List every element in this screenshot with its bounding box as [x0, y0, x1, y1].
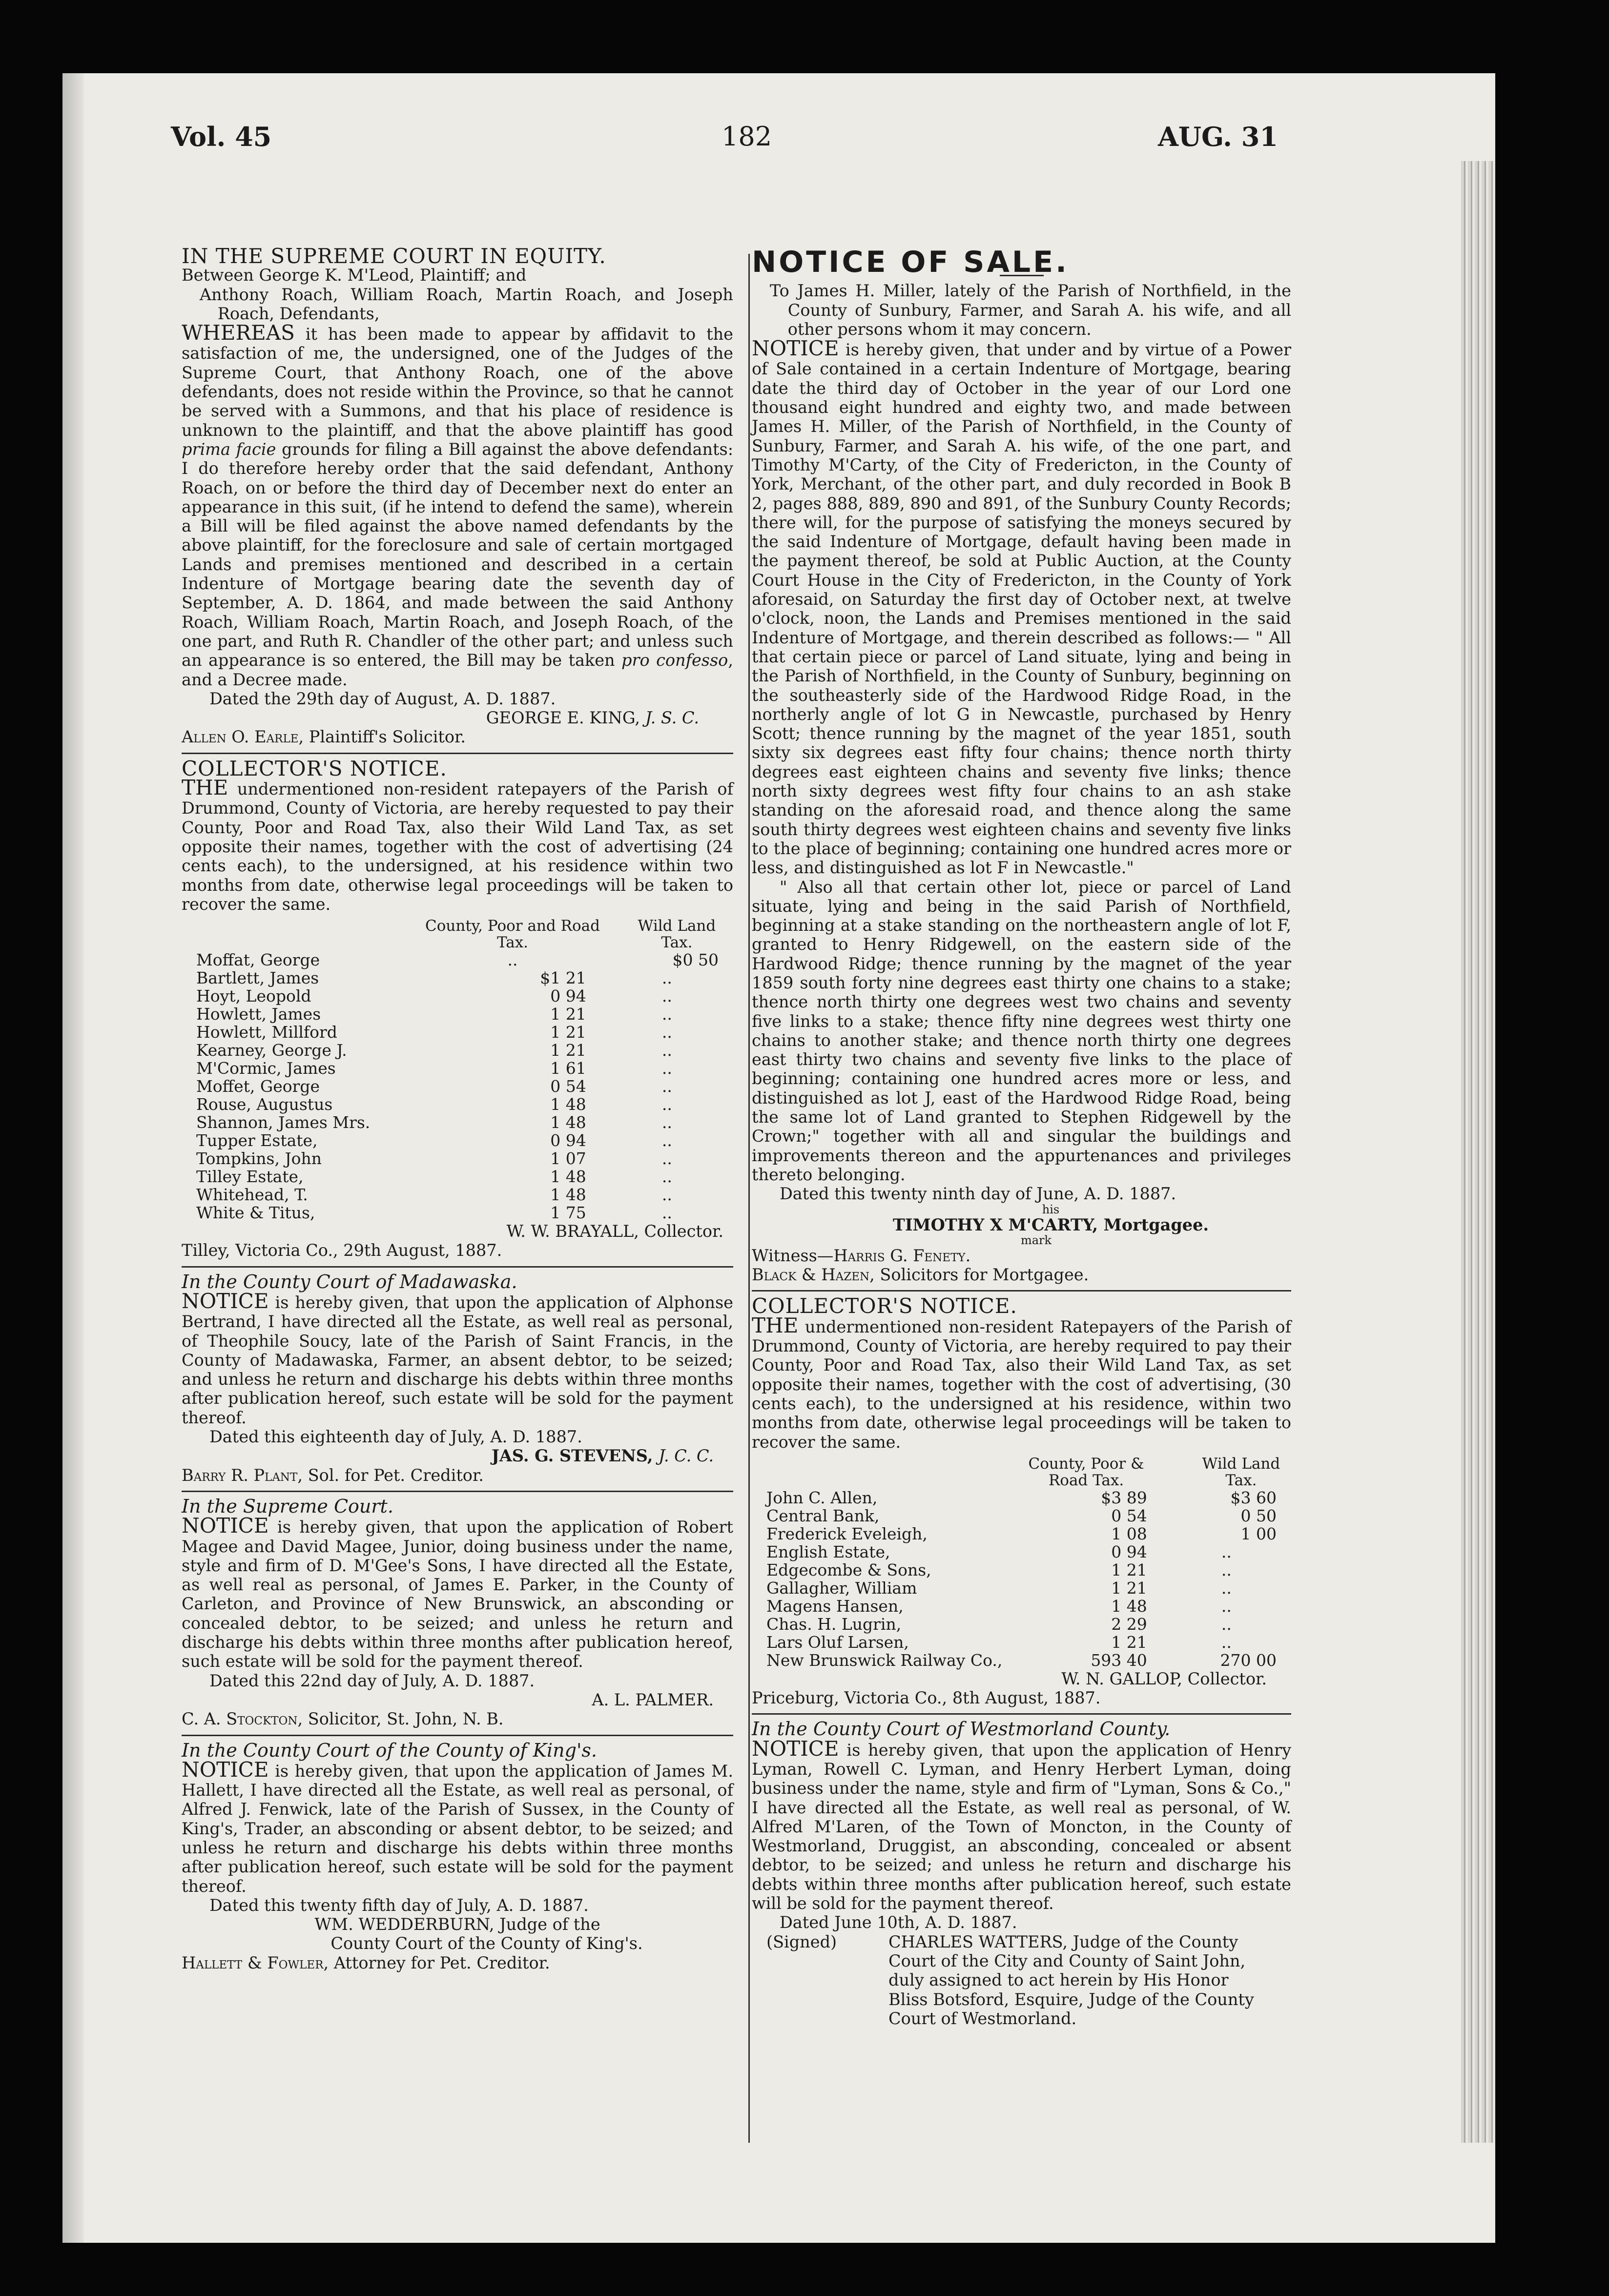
equity-defendants: Anthony Roach, William Roach, Martin Roach, and Joseph Roach, Defendants, [199, 285, 733, 323]
equity-signer: GEORGE E. KING, J. S. C. [486, 708, 699, 728]
road-tax-value: 1 21 [1111, 1632, 1147, 1652]
ratepayers-table [752, 1456, 1291, 1669]
collector-signer: W. W. BRAYALL, Collector. [506, 1222, 723, 1241]
table-row [752, 1561, 1291, 1579]
ratepayer-name: Kearney, George J. [196, 1041, 347, 1060]
sale-solicitors: Black & Hazen, Solicitors for Mortgagee. [752, 1265, 1089, 1285]
ratepayer-name: Bartlett, James [196, 968, 319, 988]
ratepayer-name: Whitehead, T. [196, 1185, 308, 1205]
sale-dated: Dated this twenty ninth day of June, A. D. 1887. [779, 1184, 1176, 1204]
wild-land-tax-value: .. [661, 1077, 672, 1096]
madawaska-dated: Dated this eighteenth day of July, A. D. 1887. [209, 1427, 582, 1447]
ratepayer-name: Moffat, George [196, 950, 320, 970]
road-tax-value: 0 54 [1111, 1506, 1147, 1525]
ratepayer-name: Moffet, George [196, 1077, 320, 1096]
right-column [752, 245, 1291, 2028]
section-rule [182, 753, 733, 754]
westmorland-title: In the County Court of Westmorland County. [752, 1718, 1171, 1740]
column-header: County, Poor and Road Tax. [425, 917, 600, 952]
table-row [752, 1525, 1291, 1543]
supreme-signer: A. L. PALMER. [592, 1690, 714, 1709]
sale-his: his [1042, 1202, 1060, 1216]
madawaska-title: In the County Court of Madawaska. [182, 1271, 517, 1292]
wild-land-tax-value: 270 00 [1220, 1650, 1277, 1670]
table-row [182, 1186, 733, 1204]
table-row [182, 1149, 733, 1168]
section-rule [752, 1290, 1291, 1292]
ratepayer-name: Gallagher, William [766, 1578, 917, 1598]
signed-label: (Signed) [766, 1932, 837, 1951]
table-row [182, 1204, 733, 1222]
sale-addressee: To James H. Miller, lately of the Parish of Northfield, in the County of Sunbury, Farmer, and Sarah A. his wife, and all other persons whom it may concern. [769, 281, 1291, 339]
equity-title: IN THE SUPREME COURT IN EQUITY. [182, 244, 606, 268]
wild-land-tax-value: $0 50 [672, 950, 719, 970]
collector-body: THE undermentioned non-resident ratepayers of the Parish of Drummond, County of Victoria, are hereby requested to pay their County, Poor and Road Tax, also their Wild Land Tax, as set opposite their names, together with the cost of advertising (24 cents each), to the undersigned, at his residence within two months from date, otherwise legal proceedings will be taken to recover the same. [182, 776, 733, 914]
ratepayer-name: Frederick Eveleigh, [766, 1524, 928, 1543]
table-row [752, 1615, 1291, 1633]
equity-between: Between George K. M'Leod, Plaintiff; and [182, 266, 527, 285]
road-tax-value: 1 21 [550, 1023, 586, 1042]
road-tax-value: 2 29 [1111, 1614, 1147, 1634]
table-row [182, 969, 733, 987]
column-divider [748, 254, 750, 2143]
supreme-title: In the Supreme Court. [182, 1495, 393, 1517]
road-tax-value: 1 21 [550, 1041, 586, 1060]
wild-land-tax-value: 1 00 [1240, 1524, 1277, 1543]
kings-body: NOTICE is hereby given, that upon the application of James M. Hallett, I have directed all the Estate, as well real as personal, of Alfred J. Fenwick, late of the Parish of Sussex, in the County of King's, Trader, an absconding or absent debtor, to be seized; and unless he return and discharge his debts within three months after publication hereof, such estate will be sold for the payment thereof. [182, 1757, 733, 1896]
whereas-word: WHEREAS [182, 321, 295, 345]
road-tax-value: $1 21 [540, 968, 586, 988]
ratepayer-name: Tompkins, John [196, 1149, 322, 1168]
ratepayer-name: Chas. H. Lugrin, [766, 1614, 902, 1634]
section-rule [182, 1491, 733, 1492]
table-row [752, 1597, 1291, 1615]
left-column [182, 246, 733, 1972]
wild-land-tax-value: .. [1221, 1578, 1232, 1598]
road-tax-value: 1 48 [550, 1167, 586, 1187]
table-row [182, 1005, 733, 1023]
kings-signer-court: County Court of the County of King's. [330, 1934, 643, 1953]
equity-dated: Dated the 29th day of August, A. D. 1887. [209, 689, 556, 708]
table-row [182, 1077, 733, 1095]
road-tax-value: $3 89 [1101, 1488, 1147, 1507]
wild-land-tax-value: .. [661, 1203, 672, 1223]
road-tax-value: 1 08 [1111, 1524, 1147, 1543]
wild-land-tax-value: .. [661, 1185, 672, 1205]
ratepayer-name: Magens Hansen, [766, 1596, 904, 1616]
ratepayer-name: Lars Oluf Larsen, [766, 1632, 909, 1652]
kings-attorney: Hallett & Fowler, Attorney for Pet. Creditor. [182, 1953, 550, 1972]
road-tax-value: 0 94 [550, 1131, 586, 1150]
ratepayer-name: Shannon, James Mrs. [196, 1113, 371, 1132]
table-row [182, 1131, 733, 1149]
wild-land-tax-value: .. [661, 968, 672, 988]
ratepayer-rows [182, 951, 733, 1222]
road-tax-value: 0 94 [1111, 1542, 1147, 1561]
table-row [752, 1507, 1291, 1525]
issue-date: AUG. 31 [1158, 121, 1278, 152]
table-row [752, 1651, 1291, 1669]
column-header: County, Poor & Road Tax. [1028, 1455, 1144, 1489]
madawaska-body: NOTICE is hereby given, that upon the application of Alphonse Bertrand, I have directed all the Estate, as well real as personal, of Theophile Soucy, late of the Parish of Saint Francis, in the County of Madawaska, Farmer, an absent debtor, to be seized; and unless he return and discharge his debts within three months after publication hereof, such estate will be sold for the payment thereof. [182, 1289, 733, 1427]
sale-signer: TIMOTHY X M'CARTY, Mortgagee. [892, 1215, 1209, 1234]
ratepayer-name: White & Titus, [196, 1203, 315, 1223]
kings-notice [182, 1741, 733, 1973]
table-row [182, 1041, 733, 1059]
road-tax-value: 0 94 [550, 986, 586, 1006]
collector-body: THE undermentioned non-resident Ratepayers of the Parish of Drummond, County of Victoria, are hereby required to pay their County, Poor and Road Tax, also their Wild Land Tax, as set opposite their names, together with the cost of advertising, (30 cents each), to the undersigned at his residence, within two months from date, otherwise legal proceedings will be taken to recover the same. [752, 1313, 1291, 1452]
table-row [182, 987, 733, 1005]
road-tax-value: 1 07 [550, 1149, 586, 1168]
westmorland-signature [752, 1932, 1291, 2028]
sale-witness: Witness—Harris G. Fenety. [752, 1246, 971, 1265]
collector-place: Priceburg, Victoria Co., 8th August, 1887. [752, 1688, 1101, 1708]
road-tax-value: 1 21 [1111, 1578, 1147, 1598]
wild-land-tax-value: .. [661, 1149, 672, 1168]
ratepayer-name: Hoyt, Leopold [196, 986, 311, 1006]
sale-title: NOTICE OF SALE. [752, 245, 1069, 279]
ratepayer-name: Howlett, James [196, 1004, 321, 1024]
equity-notice [182, 246, 733, 747]
westmorland-dated: Dated June 10th, A. D. 1887. [779, 1913, 1017, 1932]
road-tax-value: 1 48 [550, 1185, 586, 1205]
wild-land-tax-value: .. [661, 1059, 672, 1078]
sale-mark: mark [1020, 1233, 1052, 1247]
ratepayer-name: Central Bank, [766, 1506, 880, 1525]
table-row [752, 1489, 1291, 1507]
ratepayers-table [182, 918, 733, 1222]
binding-spine [62, 73, 84, 2243]
column-header: Wild Land Tax. [638, 917, 716, 952]
wild-land-tax-value: .. [1221, 1560, 1232, 1579]
table-row [182, 951, 733, 969]
collector-title: COLLECTOR'S NOTICE. [752, 1294, 1017, 1318]
wild-land-tax-value: $3 60 [1230, 1488, 1277, 1507]
madawaska-notice [182, 1272, 733, 1485]
supreme-dated: Dated this 22nd day of July, A. D. 1887. [209, 1671, 535, 1690]
table-row [182, 1059, 733, 1077]
page-number: 182 [722, 121, 772, 152]
sale-body-second-lot: " Also all that certain other lot, piece or parcel of Land situate, lying and being in the said Parish of Northfield, beginning at a stake standing on the northeastern angle of lot F, granted to Henry Ridgewell, on the eastern side of the Hardwood Ridge; thence running by the magnet of the year 1859 south forty nine degrees east thirty one chains to a stake; thence north thirty one degrees west two chains and seventy five links to a stake; thence fifty nine degrees west thirty one chains to another stake; and thence north thirty one degrees east thirty two chains and seventy five links to the place of beginning; containing one hundred acres more or less, and distinguished as lot J, east of the Hardwood Ridge Road, being the same lot of Land granted to Stephen Ridgewell by the Crown;" together with all and singular the buildings and improvements thereon and the appurtenances and privileges thereto belonging. [752, 877, 1291, 1184]
table-row [752, 1543, 1291, 1561]
wild-land-tax-value: .. [661, 1041, 672, 1060]
ratepayer-name: New Brunswick Railway Co., [766, 1650, 1003, 1670]
collector-notice-left [182, 756, 733, 1260]
ratepayer-name: Edgecombe & Sons, [766, 1560, 931, 1579]
road-tax-value: 593 40 [1091, 1650, 1147, 1670]
road-tax-value: 1 21 [550, 1004, 586, 1024]
ratepayer-name: English Estate, [766, 1542, 890, 1561]
equity-solicitor: Allen O. Earle, Plaintiff's Solicitor. [182, 727, 466, 747]
table-row [752, 1579, 1291, 1597]
section-rule [182, 1735, 733, 1736]
sale-notice [752, 245, 1291, 1285]
volume-number: Vol. 45 [171, 121, 272, 152]
column-header: Wild Land Tax. [1202, 1455, 1280, 1489]
wild-land-tax-value: .. [1221, 1632, 1232, 1652]
road-tax-value: 1 21 [1111, 1560, 1147, 1579]
ratepayer-rows [752, 1489, 1291, 1669]
road-tax-value: 1 48 [1111, 1596, 1147, 1616]
ratepayer-name: Tupper Estate, [196, 1131, 318, 1150]
road-tax-value: 1 48 [550, 1113, 586, 1132]
wild-land-tax-value: .. [661, 986, 672, 1006]
wild-land-tax-value: .. [1221, 1596, 1232, 1616]
ratepayer-name: M'Cormic, James [196, 1059, 336, 1078]
table-row [182, 1095, 733, 1113]
supreme-notice [182, 1497, 733, 1729]
ratepayer-name: Rouse, Augustus [196, 1095, 333, 1114]
table-row [182, 1113, 733, 1131]
wild-land-tax-value: .. [661, 1131, 672, 1150]
sale-body: NOTICE is hereby given, that under and by virtue of a Power of Sale contained in a certain Indenture of Mortgage, bearing date the third day of October in the year of our Lord one thousand eight hundred and eighty two, and made between James H. Miller, of the Parish of Northfield, in the County of Sunbury, Farmer, and Sarah A. his wife, of the one part, and Timothy M'Carty, of the City of Fredericton, in the County of York, Merchant, of the other part, and duly recorded in Book B 2, pages 888, 889, 890 and 891, of the Sunbury County Records; there will, for the purpose of satisfying the moneys secured by the said Indenture of Mortgage, default having been made in the payment thereof, be sold at Public Auction, at the County Court House in the City of Fredericton, in the County of York aforesaid, on Saturday the first day of October next, at twelve o'clock, noon, the Lands and Premises mentioned in the said Indenture of Mortgage, and therein described as follows:— " All that certain piece or parcel of Land situate, lying and being in the Parish of Northfield, in the County of Sunbury, beginning on the southeasterly side of the Hardwood Ridge Road, in the northerly angle of lot G in Newcastle, purchased by Henry Scott; thence running by the magnet of the year 1851, south sixty six degrees east fifty four chains; thence north thirty degrees east eighteen chains and seventy five links; thence north sixty degrees west fifty four chains to an ash stake standing on the aforesaid road, and thence along the same south thirty degrees west eighteen chains and seventy five links to the place of beginning; containing one hundred acres more or less, and distinguished as lot F in Newcastle." [752, 336, 1291, 878]
wild-land-tax-value: .. [661, 1095, 672, 1114]
supreme-solicitor: C. A. Stockton, Solicitor, St. John, N. B. [182, 1709, 504, 1729]
westmorland-signer: CHARLES WATTERS, Judge of the County Court of the City and County of Saint John, duly assigned to act herein by His Honor Bliss Botsford, Esquire, Judge of the County Court of Westmorland. [888, 1932, 1254, 2028]
wild-land-tax-value: .. [661, 1023, 672, 1042]
road-tax-value: 1 48 [550, 1095, 586, 1114]
westmorland-notice [752, 1720, 1291, 2028]
section-rule [182, 1266, 733, 1268]
wild-land-tax-value: .. [661, 1004, 672, 1024]
supreme-body: NOTICE is hereby given, that upon the application of Robert Magee and David Magee, Junior, doing business under the name, style and firm of D. M'Gee's Sons, I have directed all the Estate, as well real as personal, of James E. Parker, in the County of Carleton, and Province of New Brunswick, an absconding or concealed debtor, to be seized; and unless he return and discharge his debts within three months after publication hereof, such estate will be sold for the payment thereof. [182, 1514, 733, 1671]
road-tax-value: .. [507, 950, 518, 970]
road-tax-value: 1 61 [550, 1059, 586, 1078]
collector-title: COLLECTOR'S NOTICE. [182, 756, 447, 780]
westmorland-body: NOTICE is hereby given, that upon the application of Henry Lyman, Rowell C. Lyman, and Henry Herbert Lyman, doing business under the name, style and firm of "Lyman, Sons & Co.," I have directed all the Estate, as well real as personal, of W. Alfred M'Laren, of the Town of Moncton, in the County of Westmorland, Druggist, an absconding, concealed or absent debtor, to be seized; and unless he return and discharge his debts within three months after publication hereof, such estate will be sold for the payment thereof. [752, 1736, 1291, 1913]
section-rule [752, 1713, 1291, 1715]
table-row [182, 1023, 733, 1041]
kings-dated: Dated this twenty fifth day of July, A. D. 1887. [209, 1895, 589, 1915]
wild-land-tax-value: .. [1221, 1542, 1232, 1561]
collector-place: Tilley, Victoria Co., 29th August, 1887. [182, 1241, 502, 1260]
ratepayer-name: John C. Allen, [766, 1488, 878, 1507]
madawaska-signer: JAS. G. STEVENS, J. C. C. [492, 1446, 714, 1466]
ratepayer-name: Tilley Estate, [196, 1167, 304, 1187]
kings-signer: WM. WEDDERBURN, Judge of the [314, 1915, 600, 1934]
collector-signer: W. N. GALLOP, Collector. [1061, 1669, 1267, 1688]
wild-land-tax-value: 0 50 [1240, 1506, 1277, 1525]
table-row [752, 1633, 1291, 1651]
equity-body: WHEREAS it has been made to appear by affidavit to the satisfaction of me, the undersigned, one of the Judges of the Supreme Court, that Anthony Roach, one of the above defendants, does not reside within the Province, so that he cannot be served with a Summons, and that his place of residence is unknown to the plaintiff, and that the above plaintiff has good prima facie grounds for filing a Bill against the above defendants: I do therefore hereby order that the said defendant, Anthony Roach, on or before the third day of December next do enter an appearance in this suit, (if he intend to defend the same), wherein a Bill will be filed against the above named defendants by the above plaintiff, for the foreclosure and sale of certain mortgaged Lands and premises mentioned and described in a certain Indenture of Mortgage bearing date the seventh day of September, A. D. 1864, and made between the said Anthony Roach, William Roach, Martin Roach, and Joseph Roach, of the one part, and Ruth R. Chandler of the other part; and unless such an appearance is so entered, the Bill may be taken pro confesso, and a Decree made. [182, 321, 734, 689]
road-tax-value: 0 54 [550, 1077, 586, 1096]
ratepayer-name: Howlett, Millford [196, 1023, 337, 1042]
table-row [182, 1168, 733, 1186]
collector-notice-right [752, 1296, 1291, 1707]
wild-land-tax-value: .. [661, 1167, 672, 1187]
wild-land-tax-value: .. [1221, 1614, 1232, 1634]
page-edges [1461, 161, 1495, 2143]
wild-land-tax-value: .. [661, 1113, 672, 1132]
kings-title: In the County Court of the County of King's. [182, 1739, 597, 1761]
road-tax-value: 1 75 [550, 1203, 586, 1223]
madawaska-solicitor: Barry R. Plant, Sol. for Pet. Creditor. [182, 1465, 484, 1485]
